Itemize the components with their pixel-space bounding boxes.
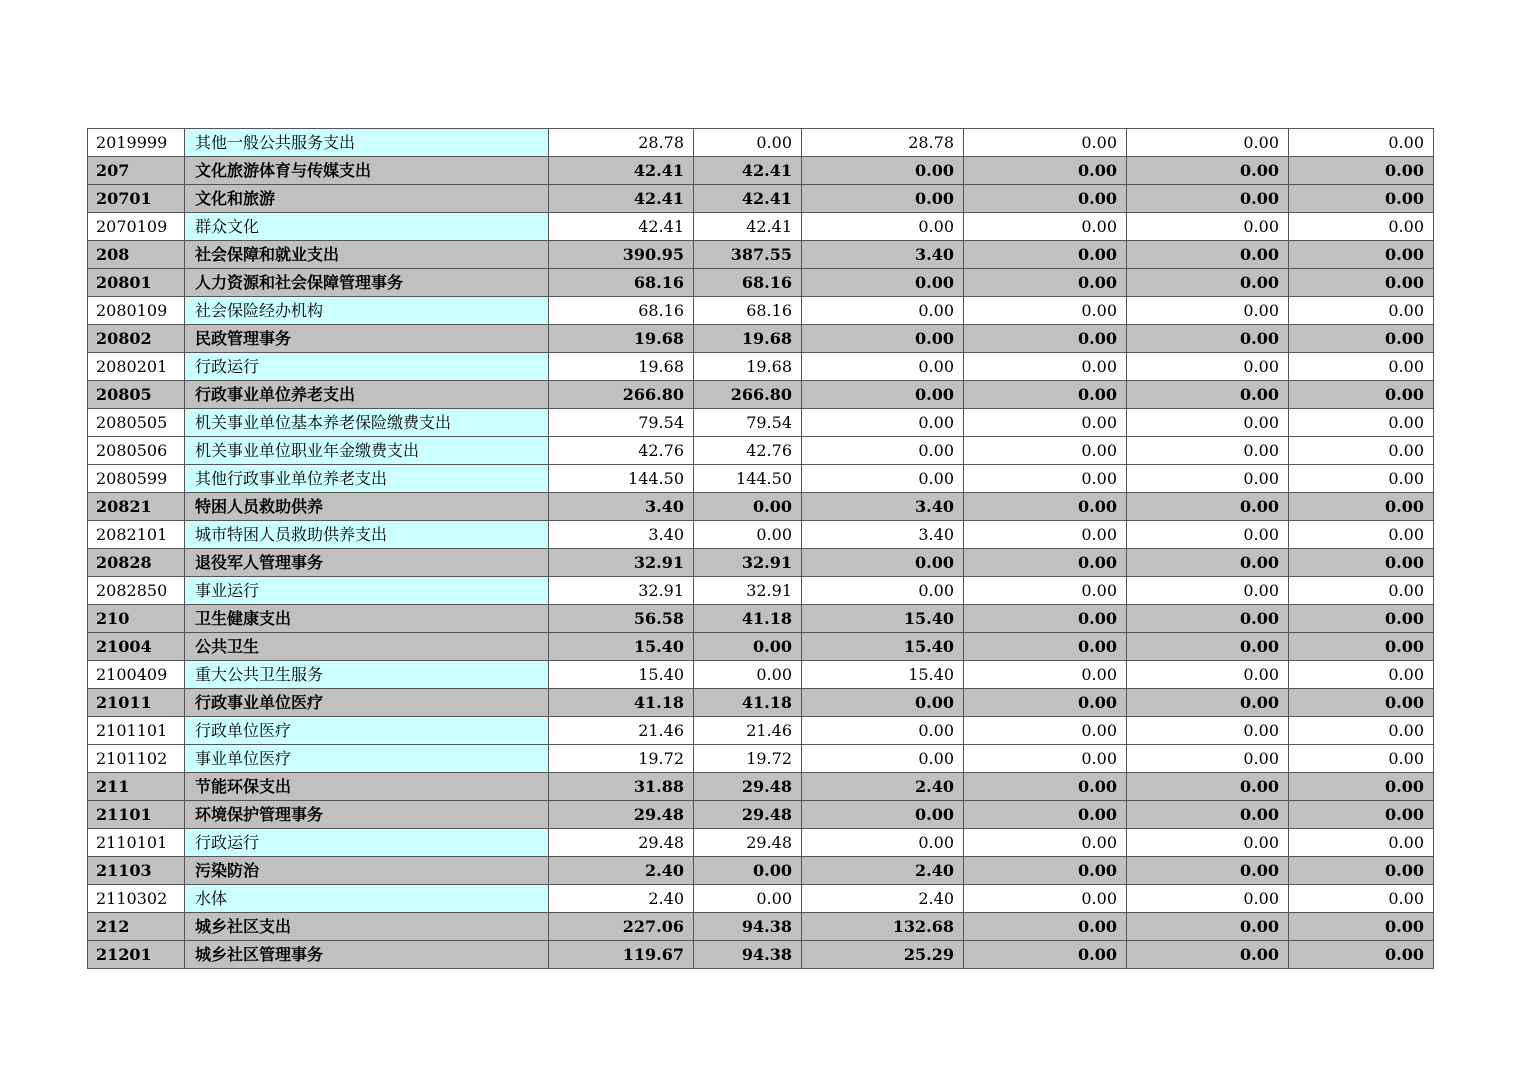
amount-cell: 0.00 [1127,549,1289,577]
amount-cell: 21.46 [549,717,694,745]
table-row [88,493,1434,521]
table-row [88,437,1434,465]
subject-name-cell: 城乡社区管理事务 [185,941,549,969]
amount-cell: 29.48 [694,829,802,857]
amount-cell: 3.40 [549,493,694,521]
amount-cell: 56.58 [549,605,694,633]
amount-cell: 0.00 [1289,521,1434,549]
amount-cell: 19.68 [694,353,802,381]
amount-cell: 0.00 [1127,773,1289,801]
amount-cell: 0.00 [802,297,964,325]
amount-cell: 0.00 [1127,633,1289,661]
amount-cell: 0.00 [1127,185,1289,213]
subject-code-cell: 21004 [88,633,185,661]
amount-cell: 68.16 [549,269,694,297]
amount-cell: 15.40 [549,633,694,661]
amount-cell: 29.48 [694,773,802,801]
subject-code-cell: 207 [88,157,185,185]
subject-code-cell: 2070109 [88,213,185,241]
table-row [88,521,1434,549]
table-row [88,381,1434,409]
amount-cell: 0.00 [1289,129,1434,157]
table-row [88,913,1434,941]
amount-cell: 42.41 [549,185,694,213]
table-row [88,129,1434,157]
table-row [88,605,1434,633]
subject-code-cell: 20821 [88,493,185,521]
amount-cell: 42.41 [694,157,802,185]
amount-cell: 0.00 [964,353,1127,381]
table-row [88,689,1434,717]
amount-cell: 0.00 [802,353,964,381]
subject-name-cell: 人力资源和社会保障管理事务 [185,269,549,297]
subject-code-cell: 2101101 [88,717,185,745]
amount-cell: 0.00 [964,829,1127,857]
amount-cell: 42.41 [549,213,694,241]
table-row [88,773,1434,801]
amount-cell: 390.95 [549,241,694,269]
subject-code-cell: 2110101 [88,829,185,857]
amount-cell: 0.00 [964,633,1127,661]
amount-cell: 0.00 [694,633,802,661]
amount-cell: 0.00 [1289,353,1434,381]
amount-cell: 0.00 [1289,661,1434,689]
amount-cell: 0.00 [694,521,802,549]
amount-cell: 42.41 [694,213,802,241]
amount-cell: 0.00 [964,185,1127,213]
amount-cell: 0.00 [1289,577,1434,605]
amount-cell: 0.00 [1289,157,1434,185]
subject-name-cell: 事业单位医疗 [185,745,549,773]
amount-cell: 0.00 [964,325,1127,353]
amount-cell: 266.80 [694,381,802,409]
table-row [88,829,1434,857]
amount-cell: 3.40 [802,493,964,521]
amount-cell: 0.00 [964,605,1127,633]
amount-cell: 0.00 [1289,745,1434,773]
amount-cell: 0.00 [1127,381,1289,409]
amount-cell: 0.00 [1127,885,1289,913]
amount-cell: 0.00 [964,437,1127,465]
amount-cell: 0.00 [1127,241,1289,269]
amount-cell: 0.00 [1289,717,1434,745]
subject-code-cell: 2101102 [88,745,185,773]
subject-name-cell: 行政单位医疗 [185,717,549,745]
amount-cell: 0.00 [802,745,964,773]
subject-name-cell: 行政事业单位医疗 [185,689,549,717]
amount-cell: 0.00 [1289,885,1434,913]
amount-cell: 0.00 [1127,577,1289,605]
subject-name-cell: 卫生健康支出 [185,605,549,633]
amount-cell: 387.55 [694,241,802,269]
subject-code-cell: 21201 [88,941,185,969]
amount-cell: 0.00 [1289,773,1434,801]
amount-cell: 32.91 [549,549,694,577]
amount-cell: 0.00 [964,745,1127,773]
subject-name-cell: 文化和旅游 [185,185,549,213]
amount-cell: 0.00 [964,941,1127,969]
amount-cell: 0.00 [1289,213,1434,241]
amount-cell: 29.48 [549,801,694,829]
subject-name-cell: 行政运行 [185,829,549,857]
amount-cell: 0.00 [1289,857,1434,885]
amount-cell: 0.00 [964,689,1127,717]
amount-cell: 0.00 [964,913,1127,941]
table-row [88,549,1434,577]
amount-cell: 21.46 [694,717,802,745]
amount-cell: 0.00 [1289,409,1434,437]
amount-cell: 29.48 [549,829,694,857]
amount-cell: 0.00 [1127,465,1289,493]
subject-code-cell: 2019999 [88,129,185,157]
amount-cell: 0.00 [802,437,964,465]
amount-cell: 68.16 [694,269,802,297]
amount-cell: 0.00 [1289,633,1434,661]
amount-cell: 0.00 [1289,241,1434,269]
amount-cell: 15.40 [549,661,694,689]
amount-cell: 0.00 [1127,325,1289,353]
amount-cell: 0.00 [802,381,964,409]
amount-cell: 0.00 [802,549,964,577]
amount-cell: 0.00 [1289,689,1434,717]
subject-name-cell: 特困人员救助供养 [185,493,549,521]
amount-cell: 0.00 [964,773,1127,801]
amount-cell: 0.00 [1127,829,1289,857]
amount-cell: 0.00 [1127,353,1289,381]
subject-code-cell: 212 [88,913,185,941]
subject-code-cell: 21011 [88,689,185,717]
amount-cell: 0.00 [694,661,802,689]
subject-name-cell: 机关事业单位基本养老保险缴费支出 [185,409,549,437]
amount-cell: 0.00 [1127,129,1289,157]
table-row [88,885,1434,913]
budget-expenditure-table [87,128,1434,969]
amount-cell: 0.00 [1127,437,1289,465]
amount-cell: 0.00 [1289,549,1434,577]
subject-code-cell: 210 [88,605,185,633]
subject-name-cell: 污染防治 [185,857,549,885]
amount-cell: 2.40 [802,885,964,913]
amount-cell: 94.38 [694,913,802,941]
amount-cell: 0.00 [1289,829,1434,857]
amount-cell: 3.40 [549,521,694,549]
amount-cell: 29.48 [694,801,802,829]
subject-code-cell: 20828 [88,549,185,577]
subject-code-cell: 2100409 [88,661,185,689]
amount-cell: 42.76 [549,437,694,465]
amount-cell: 0.00 [1289,297,1434,325]
amount-cell: 0.00 [964,241,1127,269]
amount-cell: 0.00 [1127,521,1289,549]
amount-cell: 79.54 [549,409,694,437]
amount-cell: 19.68 [549,325,694,353]
amount-cell: 0.00 [1127,745,1289,773]
amount-cell: 0.00 [802,465,964,493]
table-row [88,409,1434,437]
subject-code-cell: 2082850 [88,577,185,605]
amount-cell: 0.00 [1127,801,1289,829]
amount-cell: 0.00 [1127,157,1289,185]
amount-cell: 0.00 [964,213,1127,241]
amount-cell: 0.00 [1289,269,1434,297]
amount-cell: 0.00 [1289,185,1434,213]
amount-cell: 94.38 [694,941,802,969]
table-row [88,325,1434,353]
table-row [88,661,1434,689]
amount-cell: 0.00 [964,129,1127,157]
amount-cell: 0.00 [964,493,1127,521]
amount-cell: 25.29 [802,941,964,969]
subject-name-cell: 其他行政事业单位养老支出 [185,465,549,493]
amount-cell: 19.72 [549,745,694,773]
amount-cell: 19.68 [694,325,802,353]
amount-cell: 68.16 [694,297,802,325]
subject-name-cell: 行政事业单位养老支出 [185,381,549,409]
amount-cell: 0.00 [964,521,1127,549]
amount-cell: 0.00 [1127,913,1289,941]
amount-cell: 68.16 [549,297,694,325]
subject-code-cell: 2080109 [88,297,185,325]
amount-cell: 0.00 [964,381,1127,409]
amount-cell: 0.00 [802,717,964,745]
subject-code-cell: 208 [88,241,185,269]
amount-cell: 41.18 [694,689,802,717]
amount-cell: 3.40 [802,521,964,549]
table-row [88,717,1434,745]
subject-code-cell: 2110302 [88,885,185,913]
amount-cell: 79.54 [694,409,802,437]
amount-cell: 0.00 [802,325,964,353]
amount-cell: 2.40 [802,857,964,885]
amount-cell: 0.00 [1289,605,1434,633]
table-row [88,465,1434,493]
table-row [88,213,1434,241]
table-row [88,941,1434,969]
amount-cell: 266.80 [549,381,694,409]
amount-cell: 0.00 [1289,913,1434,941]
subject-code-cell: 21101 [88,801,185,829]
subject-name-cell: 城乡社区支出 [185,913,549,941]
amount-cell: 32.91 [694,577,802,605]
table-row [88,353,1434,381]
amount-cell: 0.00 [1127,857,1289,885]
amount-cell: 0.00 [1127,297,1289,325]
subject-name-cell: 社会保障和就业支出 [185,241,549,269]
amount-cell: 144.50 [549,465,694,493]
amount-cell: 0.00 [802,689,964,717]
subject-code-cell: 20805 [88,381,185,409]
table-row [88,157,1434,185]
amount-cell: 42.41 [694,185,802,213]
subject-name-cell: 其他一般公共服务支出 [185,129,549,157]
amount-cell: 0.00 [1127,493,1289,521]
amount-cell: 2.40 [549,857,694,885]
amount-cell: 41.18 [694,605,802,633]
amount-cell: 0.00 [694,857,802,885]
table-row [88,857,1434,885]
amount-cell: 19.72 [694,745,802,773]
amount-cell: 0.00 [1289,325,1434,353]
amount-cell: 0.00 [964,717,1127,745]
subject-name-cell: 文化旅游体育与传媒支出 [185,157,549,185]
table-row [88,185,1434,213]
amount-cell: 0.00 [802,801,964,829]
amount-cell: 0.00 [1289,465,1434,493]
subject-name-cell: 城市特困人员救助供养支出 [185,521,549,549]
subject-code-cell: 2082101 [88,521,185,549]
table-row [88,801,1434,829]
table-row [88,633,1434,661]
amount-cell: 15.40 [802,661,964,689]
amount-cell: 0.00 [1127,689,1289,717]
amount-cell: 0.00 [802,185,964,213]
amount-cell: 2.40 [802,773,964,801]
amount-cell: 144.50 [694,465,802,493]
subject-code-cell: 2080599 [88,465,185,493]
amount-cell: 0.00 [694,129,802,157]
amount-cell: 0.00 [964,549,1127,577]
amount-cell: 0.00 [1289,437,1434,465]
subject-code-cell: 20801 [88,269,185,297]
subject-name-cell: 民政管理事务 [185,325,549,353]
amount-cell: 0.00 [964,801,1127,829]
amount-cell: 28.78 [549,129,694,157]
amount-cell: 0.00 [1127,269,1289,297]
amount-cell: 0.00 [964,409,1127,437]
amount-cell: 0.00 [1289,381,1434,409]
subject-code-cell: 2080201 [88,353,185,381]
subject-name-cell: 行政运行 [185,353,549,381]
amount-cell: 0.00 [964,157,1127,185]
amount-cell: 2.40 [549,885,694,913]
amount-cell: 119.67 [549,941,694,969]
subject-code-cell: 2080505 [88,409,185,437]
amount-cell: 42.41 [549,157,694,185]
subject-name-cell: 节能环保支出 [185,773,549,801]
amount-cell: 0.00 [1127,941,1289,969]
amount-cell: 15.40 [802,605,964,633]
table-row [88,577,1434,605]
subject-code-cell: 20701 [88,185,185,213]
amount-cell: 0.00 [694,493,802,521]
subject-code-cell: 20802 [88,325,185,353]
amount-cell: 0.00 [802,409,964,437]
subject-name-cell: 机关事业单位职业年金缴费支出 [185,437,549,465]
amount-cell: 19.68 [549,353,694,381]
amount-cell: 3.40 [802,241,964,269]
amount-cell: 0.00 [1289,493,1434,521]
table-row [88,297,1434,325]
amount-cell: 32.91 [694,549,802,577]
table-body [88,129,1434,969]
amount-cell: 0.00 [802,213,964,241]
amount-cell: 0.00 [1127,717,1289,745]
amount-cell: 0.00 [964,885,1127,913]
amount-cell: 227.06 [549,913,694,941]
amount-cell: 0.00 [964,269,1127,297]
subject-name-cell: 群众文化 [185,213,549,241]
amount-cell: 28.78 [802,129,964,157]
subject-name-cell: 环境保护管理事务 [185,801,549,829]
table-row [88,241,1434,269]
amount-cell: 0.00 [1127,409,1289,437]
amount-cell: 31.88 [549,773,694,801]
amount-cell: 0.00 [694,885,802,913]
subject-code-cell: 211 [88,773,185,801]
subject-name-cell: 水体 [185,885,549,913]
amount-cell: 0.00 [964,857,1127,885]
amount-cell: 0.00 [802,577,964,605]
amount-cell: 0.00 [1127,661,1289,689]
subject-name-cell: 重大公共卫生服务 [185,661,549,689]
subject-code-cell: 21103 [88,857,185,885]
amount-cell: 32.91 [549,577,694,605]
subject-name-cell: 公共卫生 [185,633,549,661]
amount-cell: 42.76 [694,437,802,465]
table-row [88,745,1434,773]
amount-cell: 0.00 [964,297,1127,325]
amount-cell: 132.68 [802,913,964,941]
table-row [88,269,1434,297]
subject-name-cell: 社会保险经办机构 [185,297,549,325]
amount-cell: 0.00 [802,157,964,185]
amount-cell: 41.18 [549,689,694,717]
amount-cell: 0.00 [964,577,1127,605]
amount-cell: 0.00 [1289,801,1434,829]
subject-code-cell: 2080506 [88,437,185,465]
amount-cell: 0.00 [964,465,1127,493]
amount-cell: 0.00 [802,269,964,297]
amount-cell: 0.00 [1127,213,1289,241]
amount-cell: 0.00 [964,661,1127,689]
amount-cell: 15.40 [802,633,964,661]
subject-name-cell: 退役军人管理事务 [185,549,549,577]
amount-cell: 0.00 [1127,605,1289,633]
amount-cell: 0.00 [1289,941,1434,969]
amount-cell: 0.00 [802,829,964,857]
subject-name-cell: 事业运行 [185,577,549,605]
